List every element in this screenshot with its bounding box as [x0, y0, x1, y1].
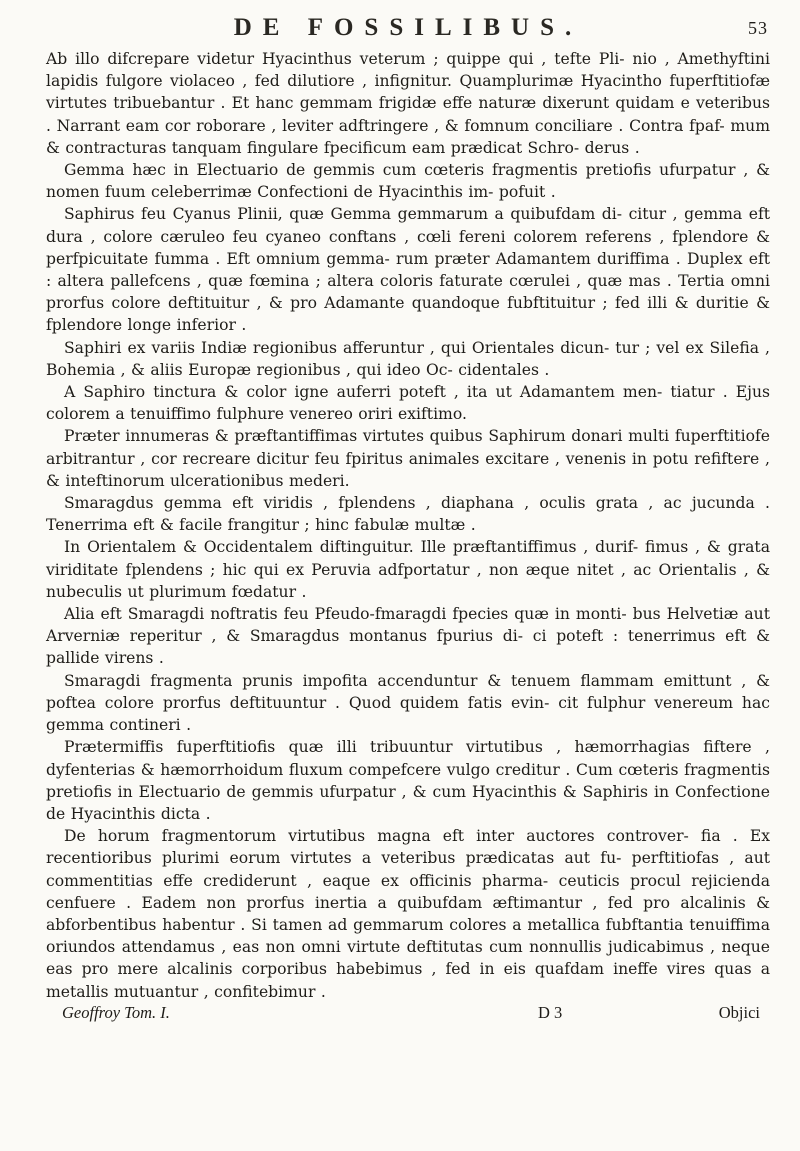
page-header [46, 14, 770, 48]
paragraph-smaragdi-fragmenta: Smaragdi fragmenta prunis impofita accenduntur & tenuem flammam emittunt , & poftea colore prorfus deftituuntur . Quod quidem fatis evin- cit fulphur venereum hac gemma contineri . [46, 671, 770, 735]
paragraph-saphirus: Saphirus feu Cyanus Plinii, quæ Gemma gemmarum a quibufdam di- citur , gemma eft dura , colore cæruleo feu cyaneo conftans , cœli fereni colorem referens , fplendore & perfpicuitate fumma . Eft omnium gemma- rum præter Adamantem duriffima . Duplex eft : altera pallefcens , quæ fœmina ; altera coloris faturate cœrulei , quæ mas . Tertia omni prorfus colore deftituitur , & pro Adamante quandoque fubftituitur ; fed illi & duritie & fplendore longe inferior . [46, 205, 770, 335]
paragraph-smaragdus-orientalis: In Orientalem & Occidentalem diftinguitur. Ille præftantiffimus , durif- fimus , & grata viriditate fplendens ; hic qui ex Peruvia adfportatur , non æque nitet , ac Orientalis , & nubeculis ut plurimum fœdatur . [46, 538, 770, 601]
page-footer [46, 1003, 770, 1029]
paragraph-pseudo-smaragdus: Alia eft Smaragdi noftratis feu Pfeudo-fmaragdi fpecies quæ in monti- bus Helvetiæ aut Arverniæ reperitur , & Smaragdus montanus fpurius di- ci poteft : tenerrimus eft & pallide virens . [46, 605, 770, 668]
paragraph-electuario-hyacinthus: Gemma hæc in Electuario de gemmis cum cœteris fragmentis pretiofis ufurpatur , & nomen fuum celeberrimæ Confectioni de Hyacinthis im- pofuit . [46, 161, 770, 202]
running-head-title: DE FOSSILIBUS. [233, 14, 583, 41]
paragraph-saphiro-tinctura: A Saphiro tinctura & color igne auferri poteft , ita ut Adamantem men- tiatur . Ejus colorem a tenuiffimo fulphure venereo oriri exiftimo. [46, 383, 770, 424]
paragraph-smaragdus: Smaragdus gemma eft viridis , fplendens , diaphana , oculis grata , ac jucunda . Tenerrima eft & facile frangitur ; hinc fabulæ multæ . [46, 494, 770, 535]
body-text [46, 48, 770, 1003]
paragraph-hyacinthus-veterum: Ab illo difcrepare videtur Hyacinthus veterum ; quippe qui , tefte Pli- nio , Amethyftini lapidis fulgore violaceo , fed dilutiore , infignitur. Quamplurimæ Hyacintho fuperftitiofæ virtutes tribuebantur . Et hanc gemmam frigidæ effe naturæ dixerunt quidam e veteribus . Narrant eam cor roborare , leviter adftringere , & fomnum conciliare . Contra fpaf- mum & contracturas tanquam fingulare fpecificum eam prædicat Schro- derus . [46, 50, 770, 157]
paragraph-saphiri-origin: Saphiri ex variis Indiæ regionibus afferuntur , qui Orientales dicun- tur ; vel ex Silefia , Bohemia , & aliis Europæ regionibus , qui ideo Oc- cidentales . [46, 338, 770, 379]
paragraph-saphiri-virtutes: Præter innumeras & præftantiffimas virtutes quibus Saphirum donari multi fuperftitiofe arbitrantur , cor recreare dicitur feu fpiritus animales excitare , venenis in potu refiftere , & inteftinorum ulcerationibus mederi. [46, 427, 770, 490]
paragraph-controversia: De horum fragmentorum virtutibus magna eft inter auctores controver- fia . Ex recentioribus plurimi eorum virtutes a veteribus prædicatas aut fu- perftitiofas , aut commentitias effe crediderunt , eaque ex officinis pharma- ceuticis procul rejicienda cenfuere . Eadem non prorfus inertia a quibufdam æftimantur , fed pro alcalinis & abforbentibus habentur . Si tamen ad gemmarum colores a metallica fubftantia tenuiffima oriundos attendamus , eas non omni virtute deftitutas cum nonnullis judicabimus , neque eas pro mere alcalinis corporibus habebimus , fed in eis quafdam ineffe vires quas a metallis mutuantur , confitebimur . [46, 827, 770, 1001]
signature-mark: D 3 [538, 1002, 563, 1022]
catchword: Objici [718, 1002, 760, 1022]
footer-running-title: Geoffroy Tom. I. [62, 1002, 170, 1022]
paragraph-smaragdi-virtutes: Prætermiffis fuperftitiofis quæ illi tribuuntur virtutibus , hæmorrhagias fiftere , dyfenterias & hæmorrhoidum fluxum compefcere vulgo creditur . Cum cœteris fragmentis pretiofis in Electuario de gemmis ufurpatur , & cum Hyacinthis & Saphiris in Confectione de Hyacinthis dicta . [46, 738, 770, 823]
page-number: 53 [748, 18, 768, 38]
